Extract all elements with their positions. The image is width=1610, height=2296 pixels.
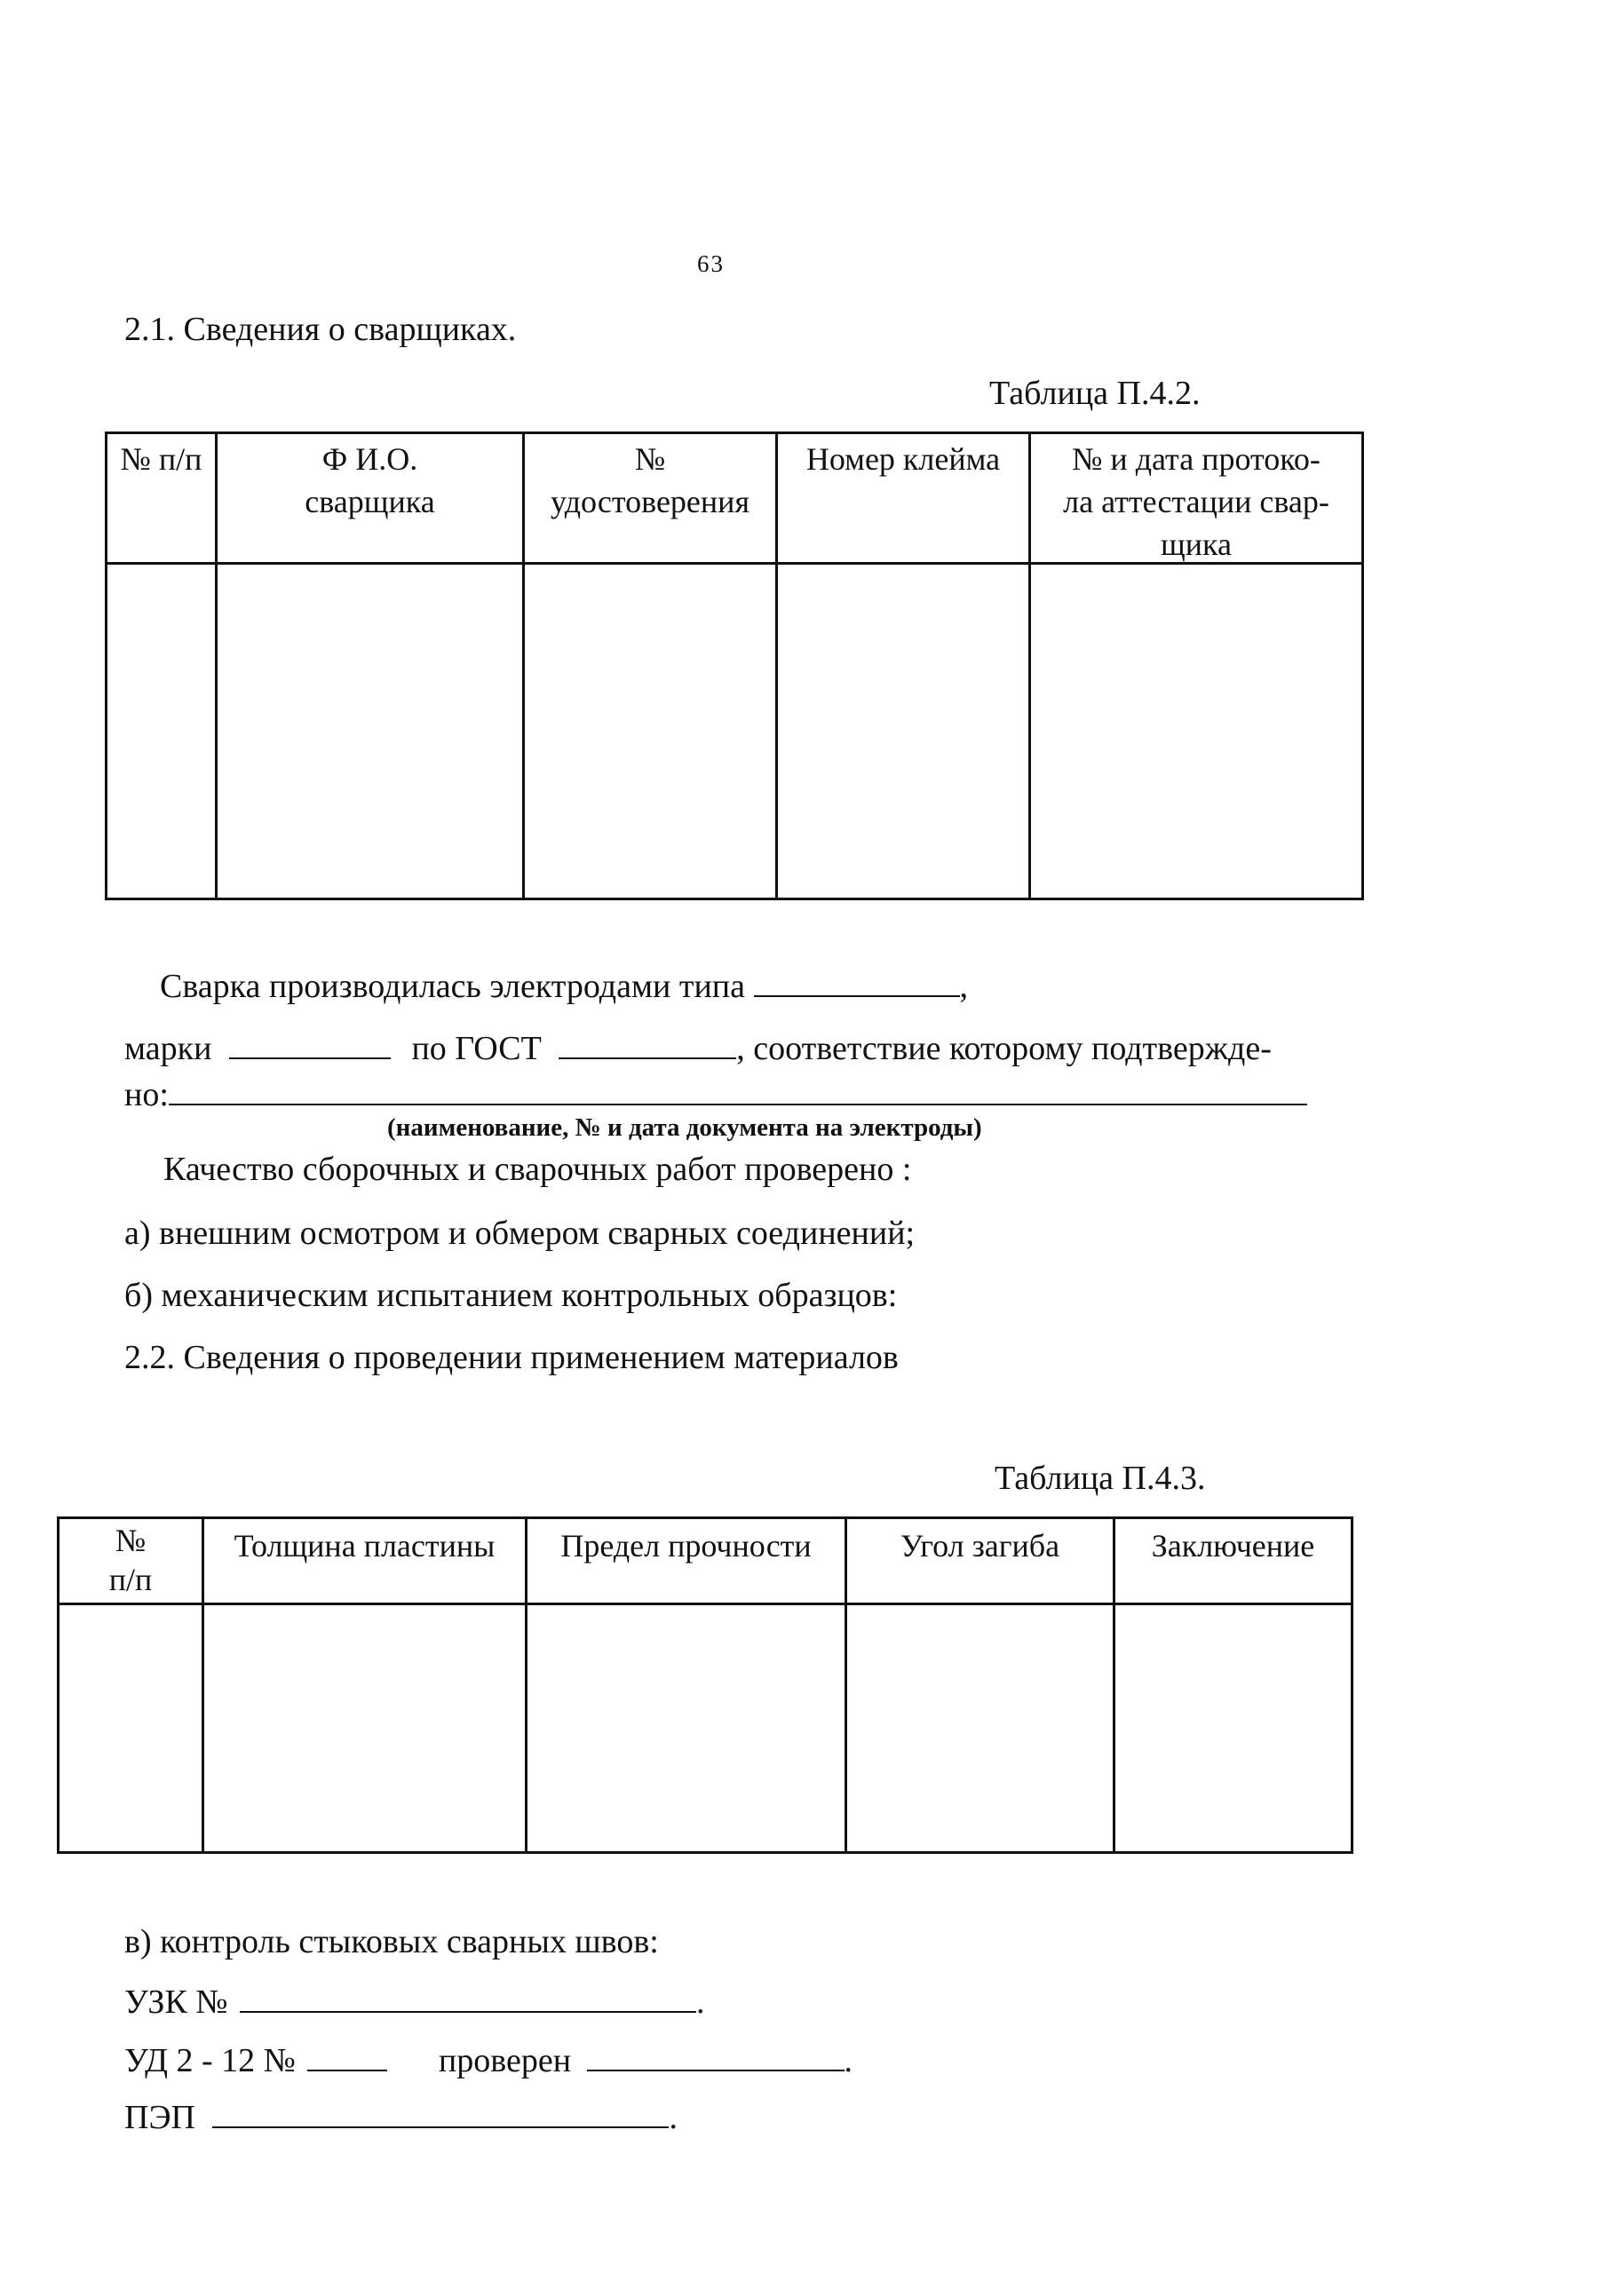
table1-header-protocol: № и дата протоко- ла аттестации свар- щика [1063, 441, 1329, 562]
quality-item-b: б) механическим испытанием контрольных образцов: [124, 1277, 898, 1314]
document-hint: (наименование, № и дата документа на электроды) [387, 1113, 982, 1142]
section-2-2-heading: 2.2. Сведения о проведении применением материалов [124, 1339, 899, 1376]
welders-table [105, 431, 1364, 900]
table2-header-strength: Предел прочности [560, 1528, 812, 1564]
brand-gost-line: марки по ГОСТ , соответствие которому подтвержде- [124, 1030, 1272, 1067]
confirm-line: но: [124, 1078, 1307, 1112]
electrode-type-line: Сварка производилась электродами типа , [160, 968, 968, 1005]
table2-header-num: № п/п [108, 1523, 153, 1597]
quality-item-a: а) внешним осмотром и обмером сварных соединений; [124, 1215, 916, 1252]
ud-line: УД 2 - 12 № проверен . [124, 2042, 853, 2079]
pep-line: ПЭП . [124, 2099, 678, 2136]
table1-header-certificate: № удостоверения [550, 441, 749, 519]
table1-header-fio: Ф И.О. сварщика [305, 441, 435, 519]
page-number: 63 [697, 250, 725, 277]
table1-header-stamp: Номер клейма [805, 441, 1001, 477]
table2-header-bend-angle: Угол загиба [900, 1528, 1060, 1564]
section-2-1-heading: 2.1. Сведения о сварщиках. [124, 311, 517, 348]
table2-caption: Таблица П.4.3. [995, 1460, 1206, 1497]
control-item-v: в) контроль стыковых сварных швов: [124, 1923, 659, 1960]
table2-header-conclusion: Заключение [1151, 1528, 1315, 1564]
quality-intro: Качество сборочных и сварочных работ проверено : [163, 1151, 912, 1188]
uzk-line: УЗК № . [124, 1983, 705, 2021]
table1-caption: Таблица П.4.2. [989, 375, 1201, 412]
materials-table [57, 1516, 1353, 1854]
table2-header-thickness: Толщина пластины [234, 1528, 496, 1564]
table1-header-num: № п/п [120, 441, 202, 477]
